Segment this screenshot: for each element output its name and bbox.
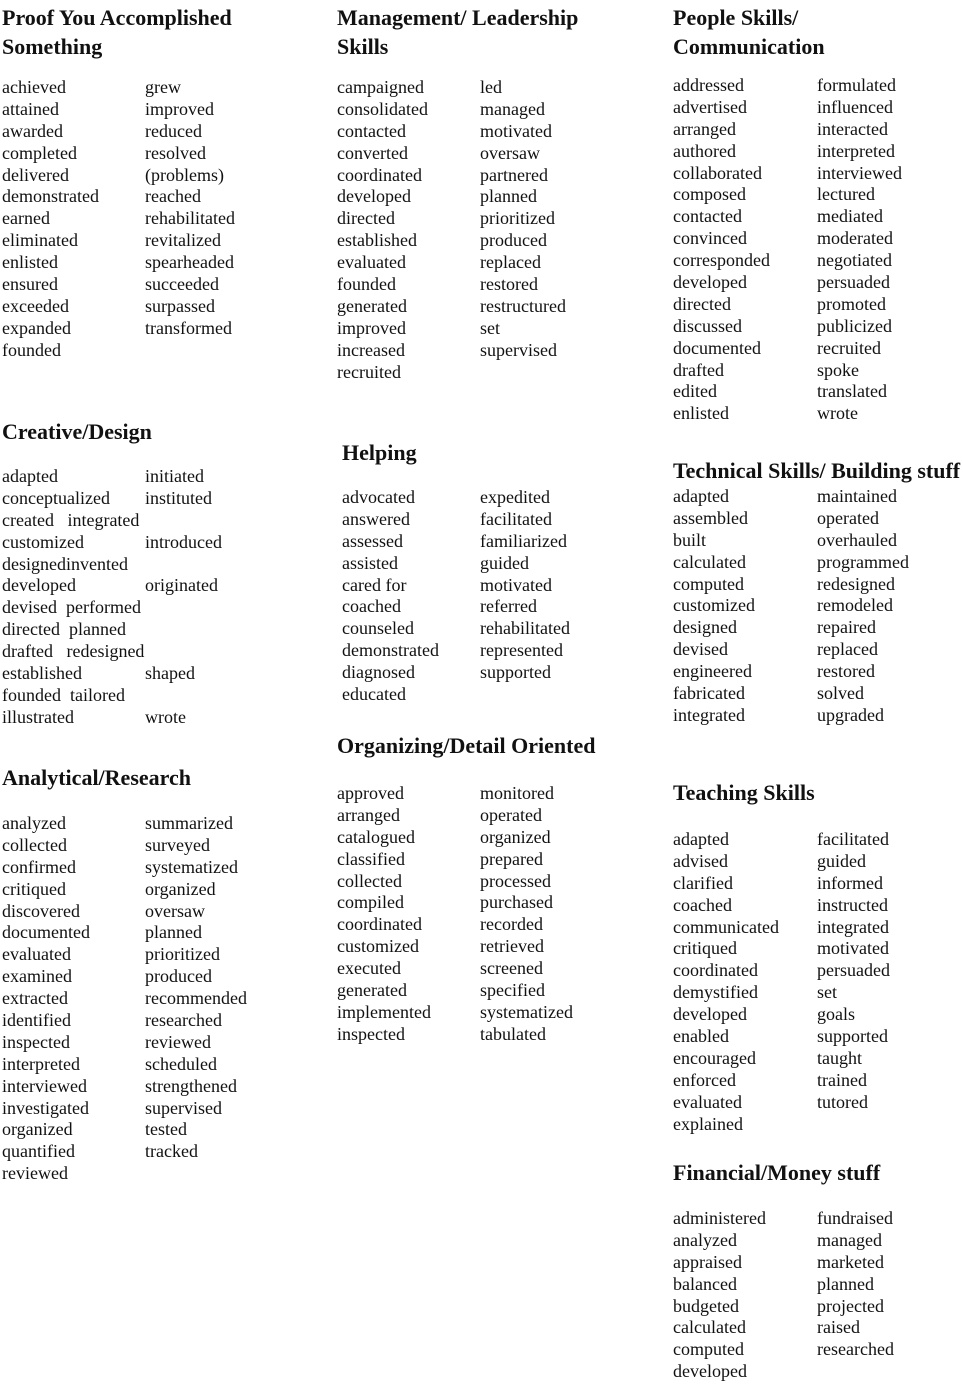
action-verb: (problems) bbox=[145, 164, 224, 185]
action-verb: cared for bbox=[342, 574, 407, 595]
action-verb: fundraised bbox=[817, 1208, 893, 1228]
word-column-left bbox=[2, 466, 144, 729]
action-verb: moderated bbox=[817, 228, 893, 249]
action-verb: organized bbox=[145, 878, 216, 899]
action-verb: reached bbox=[145, 186, 201, 207]
word-list bbox=[673, 1208, 910, 1383]
action-verb: recommended bbox=[145, 988, 247, 1009]
action-verb: repaired bbox=[817, 617, 876, 638]
word-column-right bbox=[480, 487, 570, 684]
action-verb: promoted bbox=[817, 293, 886, 314]
action-verb: advised bbox=[673, 850, 728, 871]
action-verb: reviewed bbox=[145, 1031, 211, 1052]
action-verb: customized bbox=[337, 936, 419, 957]
section-management-leadership-skills bbox=[337, 3, 637, 384]
action-verb: planned bbox=[817, 1273, 874, 1294]
action-verb: produced bbox=[145, 966, 212, 987]
action-verb: enlisted bbox=[673, 403, 729, 424]
action-verb: enforced bbox=[673, 1069, 736, 1090]
word-column-right bbox=[817, 486, 909, 727]
action-verb: critiqued bbox=[2, 878, 66, 899]
section-title: People Skills/ Communication bbox=[673, 5, 825, 59]
action-verb: led bbox=[480, 77, 502, 97]
action-verb: tabulated bbox=[480, 1023, 546, 1044]
action-verb: adapted bbox=[2, 466, 58, 486]
action-verb: scheduled bbox=[145, 1053, 217, 1074]
action-verb: resolved bbox=[145, 142, 206, 163]
action-verb: delivered bbox=[2, 164, 69, 185]
action-verb: consolidated bbox=[337, 98, 428, 119]
action-verb: ensured bbox=[2, 274, 58, 295]
action-verb: quantified bbox=[2, 1141, 75, 1162]
word-list bbox=[337, 77, 637, 384]
action-verb: spoke bbox=[817, 359, 859, 380]
action-verb: developed bbox=[673, 1004, 747, 1025]
action-verb: balanced bbox=[673, 1273, 737, 1294]
section-title: Financial/Money stuff bbox=[673, 1160, 881, 1185]
action-verb: raised bbox=[817, 1317, 860, 1338]
action-verb: illustrated bbox=[2, 706, 74, 727]
action-verb bbox=[145, 554, 222, 576]
action-verb: coordinated bbox=[673, 960, 758, 981]
action-verb: implemented bbox=[337, 1001, 431, 1022]
action-verb: evaluated bbox=[2, 944, 71, 965]
action-verb: guided bbox=[817, 850, 866, 871]
action-verb: represented bbox=[480, 640, 563, 661]
action-verb: inspected bbox=[337, 1023, 405, 1044]
action-verb: supervised bbox=[145, 1097, 222, 1118]
action-verb: assisted bbox=[342, 552, 398, 573]
action-verb: converted bbox=[337, 142, 408, 163]
action-verb: researched bbox=[817, 1339, 894, 1360]
action-verb: recruited bbox=[817, 337, 881, 358]
section-title: Technical Skills/ Building stuff bbox=[673, 458, 961, 483]
action-verb: upgraded bbox=[817, 704, 884, 725]
action-verb: assessed bbox=[342, 530, 403, 551]
action-verb: marketed bbox=[817, 1251, 884, 1272]
section-title: Organizing/Detail Oriented bbox=[337, 733, 596, 758]
action-verb: customized bbox=[673, 595, 755, 616]
action-verb: calculated bbox=[673, 551, 746, 572]
section-analytical-research bbox=[2, 763, 302, 1185]
action-verb: processed bbox=[480, 870, 551, 891]
action-verb: computed bbox=[673, 1339, 744, 1360]
action-verb: restored bbox=[480, 274, 538, 295]
action-verb: set bbox=[480, 317, 500, 338]
action-verb: interviewed bbox=[817, 162, 902, 183]
action-verb: coached bbox=[342, 596, 401, 617]
action-verb: catalogued bbox=[337, 826, 415, 847]
action-verb: evaluated bbox=[337, 252, 406, 273]
action-verb: interviewed bbox=[2, 1075, 87, 1096]
action-verb: overhauled bbox=[817, 529, 897, 550]
action-verb: negotiated bbox=[817, 250, 892, 271]
action-verb: clarified bbox=[673, 872, 733, 893]
action-verb: investigated bbox=[2, 1097, 89, 1118]
action-verb: improved bbox=[145, 98, 214, 119]
action-verb: organized bbox=[480, 826, 551, 847]
action-verb: founded tailored bbox=[2, 684, 125, 705]
action-verb: corresponded bbox=[673, 250, 770, 271]
action-verb: diagnosed bbox=[342, 662, 415, 683]
action-verb: fabricated bbox=[673, 683, 745, 704]
action-verb: set bbox=[817, 982, 837, 1003]
action-verb: originated bbox=[145, 575, 218, 596]
action-verb: maintained bbox=[817, 486, 897, 506]
action-verb: spearheaded bbox=[145, 252, 234, 273]
action-verb: adapted bbox=[673, 486, 729, 506]
action-verb: succeeded bbox=[145, 274, 219, 295]
action-verb: wrote bbox=[817, 403, 858, 424]
action-verb: instituted bbox=[145, 487, 212, 508]
word-column-right bbox=[817, 1208, 894, 1361]
action-verb: coached bbox=[673, 894, 732, 915]
action-verb: enlisted bbox=[2, 252, 58, 273]
action-verb: critiqued bbox=[673, 938, 737, 959]
action-verb: designedinvented bbox=[2, 553, 128, 574]
action-verb: guided bbox=[480, 552, 529, 573]
action-verb: facilitated bbox=[817, 829, 889, 849]
action-verb: mediated bbox=[817, 206, 883, 227]
action-verb: solved bbox=[817, 683, 864, 704]
action-verb: systematized bbox=[480, 1001, 573, 1022]
word-column-left bbox=[2, 77, 99, 362]
action-verb: motivated bbox=[480, 574, 552, 595]
section-financial-money-stuff bbox=[673, 1158, 910, 1383]
action-verb: instructed bbox=[817, 894, 888, 915]
action-verb: exceeded bbox=[2, 295, 69, 316]
action-verb: eliminated bbox=[2, 230, 78, 251]
action-verb: introduced bbox=[145, 531, 222, 552]
action-verb: expanded bbox=[2, 317, 71, 338]
action-verb: customized bbox=[2, 531, 84, 552]
action-verb: generated bbox=[337, 295, 407, 316]
action-verb: developed bbox=[337, 186, 411, 207]
action-verb: contacted bbox=[673, 206, 742, 227]
action-verb: persuaded bbox=[817, 960, 890, 981]
word-column-right bbox=[817, 829, 890, 1114]
word-column-left bbox=[342, 487, 439, 706]
word-column-left bbox=[673, 1208, 766, 1383]
action-verb: recorded bbox=[480, 914, 543, 935]
action-verb: analyzed bbox=[673, 1229, 737, 1250]
action-verb: trained bbox=[817, 1069, 867, 1090]
section-title: Proof You Accomplished Something bbox=[2, 5, 232, 59]
action-verb: earned bbox=[2, 208, 50, 229]
section-helping bbox=[342, 438, 642, 706]
action-verb: oversaw bbox=[145, 900, 205, 921]
action-verb: generated bbox=[337, 980, 407, 1001]
action-verb: rehabilitated bbox=[145, 208, 235, 229]
action-verb: operated bbox=[817, 507, 879, 528]
action-verb: founded bbox=[337, 274, 396, 295]
action-verb: designed bbox=[673, 617, 737, 638]
action-verb: calculated bbox=[673, 1317, 746, 1338]
action-verb: devised performed bbox=[2, 597, 141, 618]
action-verb bbox=[145, 641, 222, 663]
action-verb: publicized bbox=[817, 315, 892, 336]
action-verb: interpreted bbox=[817, 140, 895, 161]
action-verb: discussed bbox=[673, 315, 742, 336]
action-verb: counseled bbox=[342, 618, 414, 639]
section-teaching-skills bbox=[673, 778, 910, 1136]
word-list bbox=[2, 813, 302, 1185]
action-verb: contacted bbox=[337, 120, 406, 141]
section-organizing-detail-oriented bbox=[337, 731, 637, 1046]
action-verb bbox=[145, 597, 222, 619]
action-verb: enabled bbox=[673, 1026, 729, 1047]
action-verb: influenced bbox=[817, 96, 893, 117]
action-verb: expedited bbox=[480, 487, 550, 507]
action-verb: redesigned bbox=[817, 573, 895, 594]
section-title: Helping bbox=[342, 440, 417, 465]
section-technical-skills-building-stuff bbox=[673, 456, 961, 727]
action-verb: computed bbox=[673, 573, 744, 594]
action-verb: explained bbox=[673, 1113, 743, 1134]
action-verb: educated bbox=[342, 684, 406, 705]
action-verb: directed planned bbox=[2, 619, 126, 640]
word-list bbox=[673, 486, 910, 727]
action-verb: summarized bbox=[145, 813, 233, 833]
action-verb: tracked bbox=[145, 1141, 198, 1162]
action-verb: systematized bbox=[145, 856, 238, 877]
action-verb: arranged bbox=[337, 804, 400, 825]
word-column-left bbox=[337, 783, 431, 1046]
action-verb: developed bbox=[673, 1361, 747, 1382]
action-verb: attained bbox=[2, 98, 59, 119]
action-verb: documented bbox=[673, 337, 761, 358]
action-verb: arranged bbox=[673, 118, 736, 139]
action-verb: prepared bbox=[480, 848, 543, 869]
action-verb: achieved bbox=[2, 77, 66, 97]
action-verb: approved bbox=[337, 783, 404, 803]
action-verb: lectured bbox=[817, 184, 875, 205]
action-verb: created integrated bbox=[2, 509, 140, 530]
action-verb: collaborated bbox=[673, 162, 762, 183]
action-verb: surveyed bbox=[145, 834, 210, 855]
action-verb: integrated bbox=[817, 916, 889, 937]
action-verb: interpreted bbox=[2, 1053, 80, 1074]
section-title: Creative/Design bbox=[2, 419, 152, 444]
action-verb: devised bbox=[673, 639, 728, 660]
action-verb: familiarized bbox=[480, 530, 567, 551]
action-verb: campaigned bbox=[337, 77, 424, 97]
action-verb: monitored bbox=[480, 783, 554, 803]
action-verb: researched bbox=[145, 1010, 222, 1031]
action-verb: restructured bbox=[480, 295, 566, 316]
action-verb: translated bbox=[817, 381, 887, 402]
action-verb: supported bbox=[817, 1026, 888, 1047]
action-verb: classified bbox=[337, 848, 405, 869]
word-column-left bbox=[673, 75, 770, 425]
action-verb: projected bbox=[817, 1295, 884, 1316]
action-verb: engineered bbox=[673, 661, 752, 682]
action-verb: addressed bbox=[673, 75, 744, 95]
action-verb: confirmed bbox=[2, 856, 76, 877]
word-list bbox=[673, 75, 910, 425]
action-verb: facilitated bbox=[480, 508, 552, 529]
action-verb: assembled bbox=[673, 507, 748, 528]
section-title: Analytical/Research bbox=[2, 765, 192, 790]
action-verb: developed bbox=[673, 272, 747, 293]
action-verb: analyzed bbox=[2, 813, 66, 833]
word-column-right bbox=[145, 77, 235, 340]
action-verb: organized bbox=[2, 1119, 73, 1140]
action-verb: motivated bbox=[480, 120, 552, 141]
action-verb: supported bbox=[480, 662, 551, 683]
action-verb: identified bbox=[2, 1010, 71, 1031]
action-verb: advertised bbox=[673, 96, 747, 117]
action-verb: drafted redesigned bbox=[2, 641, 145, 662]
section-title: Teaching Skills bbox=[673, 780, 815, 805]
action-verb: motivated bbox=[817, 938, 889, 959]
action-verb: collected bbox=[2, 834, 67, 855]
action-verb: executed bbox=[337, 958, 401, 979]
action-verb: goals bbox=[817, 1004, 855, 1025]
action-verb: replaced bbox=[480, 252, 541, 273]
action-verb: appraised bbox=[673, 1251, 742, 1272]
word-list bbox=[2, 77, 302, 362]
action-verb: advocated bbox=[342, 487, 415, 507]
action-verb: extracted bbox=[2, 988, 68, 1009]
action-verb: established bbox=[337, 230, 417, 251]
action-verb: planned bbox=[480, 186, 537, 207]
word-column-left bbox=[2, 813, 90, 1185]
action-verb: examined bbox=[2, 966, 72, 987]
word-column-left bbox=[337, 77, 428, 383]
word-column-right bbox=[480, 783, 573, 1046]
action-verb: restored bbox=[817, 661, 875, 682]
action-verb: produced bbox=[480, 230, 547, 251]
action-verb: coordinated bbox=[337, 914, 422, 935]
action-verb: built bbox=[673, 529, 707, 550]
action-verb: specified bbox=[480, 980, 545, 1001]
action-verb: wrote bbox=[145, 706, 186, 727]
action-verb: operated bbox=[480, 804, 542, 825]
action-verb: interacted bbox=[817, 118, 888, 139]
action-verb: rehabilitated bbox=[480, 618, 570, 639]
action-verb: persuaded bbox=[817, 272, 890, 293]
action-verb: developed bbox=[2, 575, 76, 596]
action-verb: prioritized bbox=[145, 944, 220, 965]
action-verb: surpassed bbox=[145, 295, 215, 316]
word-column-left bbox=[673, 486, 755, 727]
action-verb: tutored bbox=[817, 1091, 868, 1112]
action-verb: increased bbox=[337, 339, 405, 360]
word-column-right bbox=[480, 77, 566, 362]
action-verb: encouraged bbox=[673, 1047, 756, 1068]
action-verb: directed bbox=[337, 208, 395, 229]
action-verb: integrated bbox=[673, 704, 745, 725]
action-verb: demystified bbox=[673, 982, 758, 1003]
word-list bbox=[342, 487, 642, 706]
action-verb: replaced bbox=[817, 639, 878, 660]
action-verb: demonstrated bbox=[342, 640, 439, 661]
action-verb: revitalized bbox=[145, 230, 221, 251]
action-verb: prioritized bbox=[480, 208, 555, 229]
action-verb: recruited bbox=[337, 361, 401, 382]
action-verb bbox=[145, 510, 222, 532]
action-verb: compiled bbox=[337, 892, 404, 913]
action-verb: partnered bbox=[480, 164, 548, 185]
word-column-right bbox=[817, 75, 902, 425]
action-verb: strengthened bbox=[145, 1075, 237, 1096]
action-verb: taught bbox=[817, 1047, 862, 1068]
action-verb: informed bbox=[817, 872, 883, 893]
action-verb: administered bbox=[673, 1208, 766, 1228]
action-verb: retrieved bbox=[480, 936, 544, 957]
action-verb bbox=[145, 685, 222, 707]
action-verb: established bbox=[2, 663, 82, 684]
action-verb: edited bbox=[673, 381, 717, 402]
action-verb: oversaw bbox=[480, 142, 540, 163]
section-proof-you-accomplished-something bbox=[2, 3, 302, 362]
action-verb: programmed bbox=[817, 551, 909, 572]
action-verb: drafted bbox=[673, 359, 724, 380]
word-column-right bbox=[145, 466, 222, 729]
action-verb: supervised bbox=[480, 339, 557, 360]
action-verb: formulated bbox=[817, 75, 896, 95]
action-verb: communicated bbox=[673, 916, 779, 937]
action-verb bbox=[145, 619, 222, 641]
section-people-skills-communication bbox=[673, 3, 910, 425]
action-verb: shaped bbox=[145, 663, 195, 684]
action-verb: completed bbox=[2, 142, 77, 163]
action-verb: grew bbox=[145, 77, 181, 97]
action-verb: transformed bbox=[145, 317, 232, 338]
word-list bbox=[337, 783, 637, 1046]
action-verb: documented bbox=[2, 922, 90, 943]
action-verb: inspected bbox=[2, 1031, 70, 1052]
action-verb: planned bbox=[145, 922, 202, 943]
action-verb: remodeled bbox=[817, 595, 893, 616]
action-verb: authored bbox=[673, 140, 736, 161]
action-verb: improved bbox=[337, 317, 406, 338]
action-verb: directed bbox=[673, 293, 731, 314]
word-column-right bbox=[145, 813, 247, 1163]
action-verb: initiated bbox=[145, 466, 204, 486]
action-verb: purchased bbox=[480, 892, 553, 913]
action-verb: answered bbox=[342, 508, 410, 529]
action-verb: screened bbox=[480, 958, 543, 979]
action-verb: collected bbox=[337, 870, 402, 891]
action-verb: budgeted bbox=[673, 1295, 739, 1316]
word-column-left bbox=[673, 829, 779, 1135]
action-verb: founded bbox=[2, 339, 61, 360]
action-verb: awarded bbox=[2, 120, 63, 141]
action-verb: coordinated bbox=[337, 164, 422, 185]
action-verb: discovered bbox=[2, 900, 80, 921]
section-title: Management/ Leadership Skills bbox=[337, 5, 579, 59]
action-verb: conceptualized bbox=[2, 487, 110, 508]
word-list bbox=[2, 466, 302, 729]
action-verb: managed bbox=[480, 98, 545, 119]
action-verb: reduced bbox=[145, 120, 202, 141]
word-list bbox=[673, 829, 910, 1136]
action-verb: evaluated bbox=[673, 1091, 742, 1112]
action-verb: managed bbox=[817, 1229, 882, 1250]
action-verb: demonstrated bbox=[2, 186, 99, 207]
section-creative-design bbox=[2, 417, 302, 729]
action-verb: reviewed bbox=[2, 1163, 68, 1184]
action-verb: adapted bbox=[673, 829, 729, 849]
action-verb: referred bbox=[480, 596, 537, 617]
action-verb: composed bbox=[673, 184, 746, 205]
action-verb: tested bbox=[145, 1119, 187, 1140]
action-verb: convinced bbox=[673, 228, 747, 249]
